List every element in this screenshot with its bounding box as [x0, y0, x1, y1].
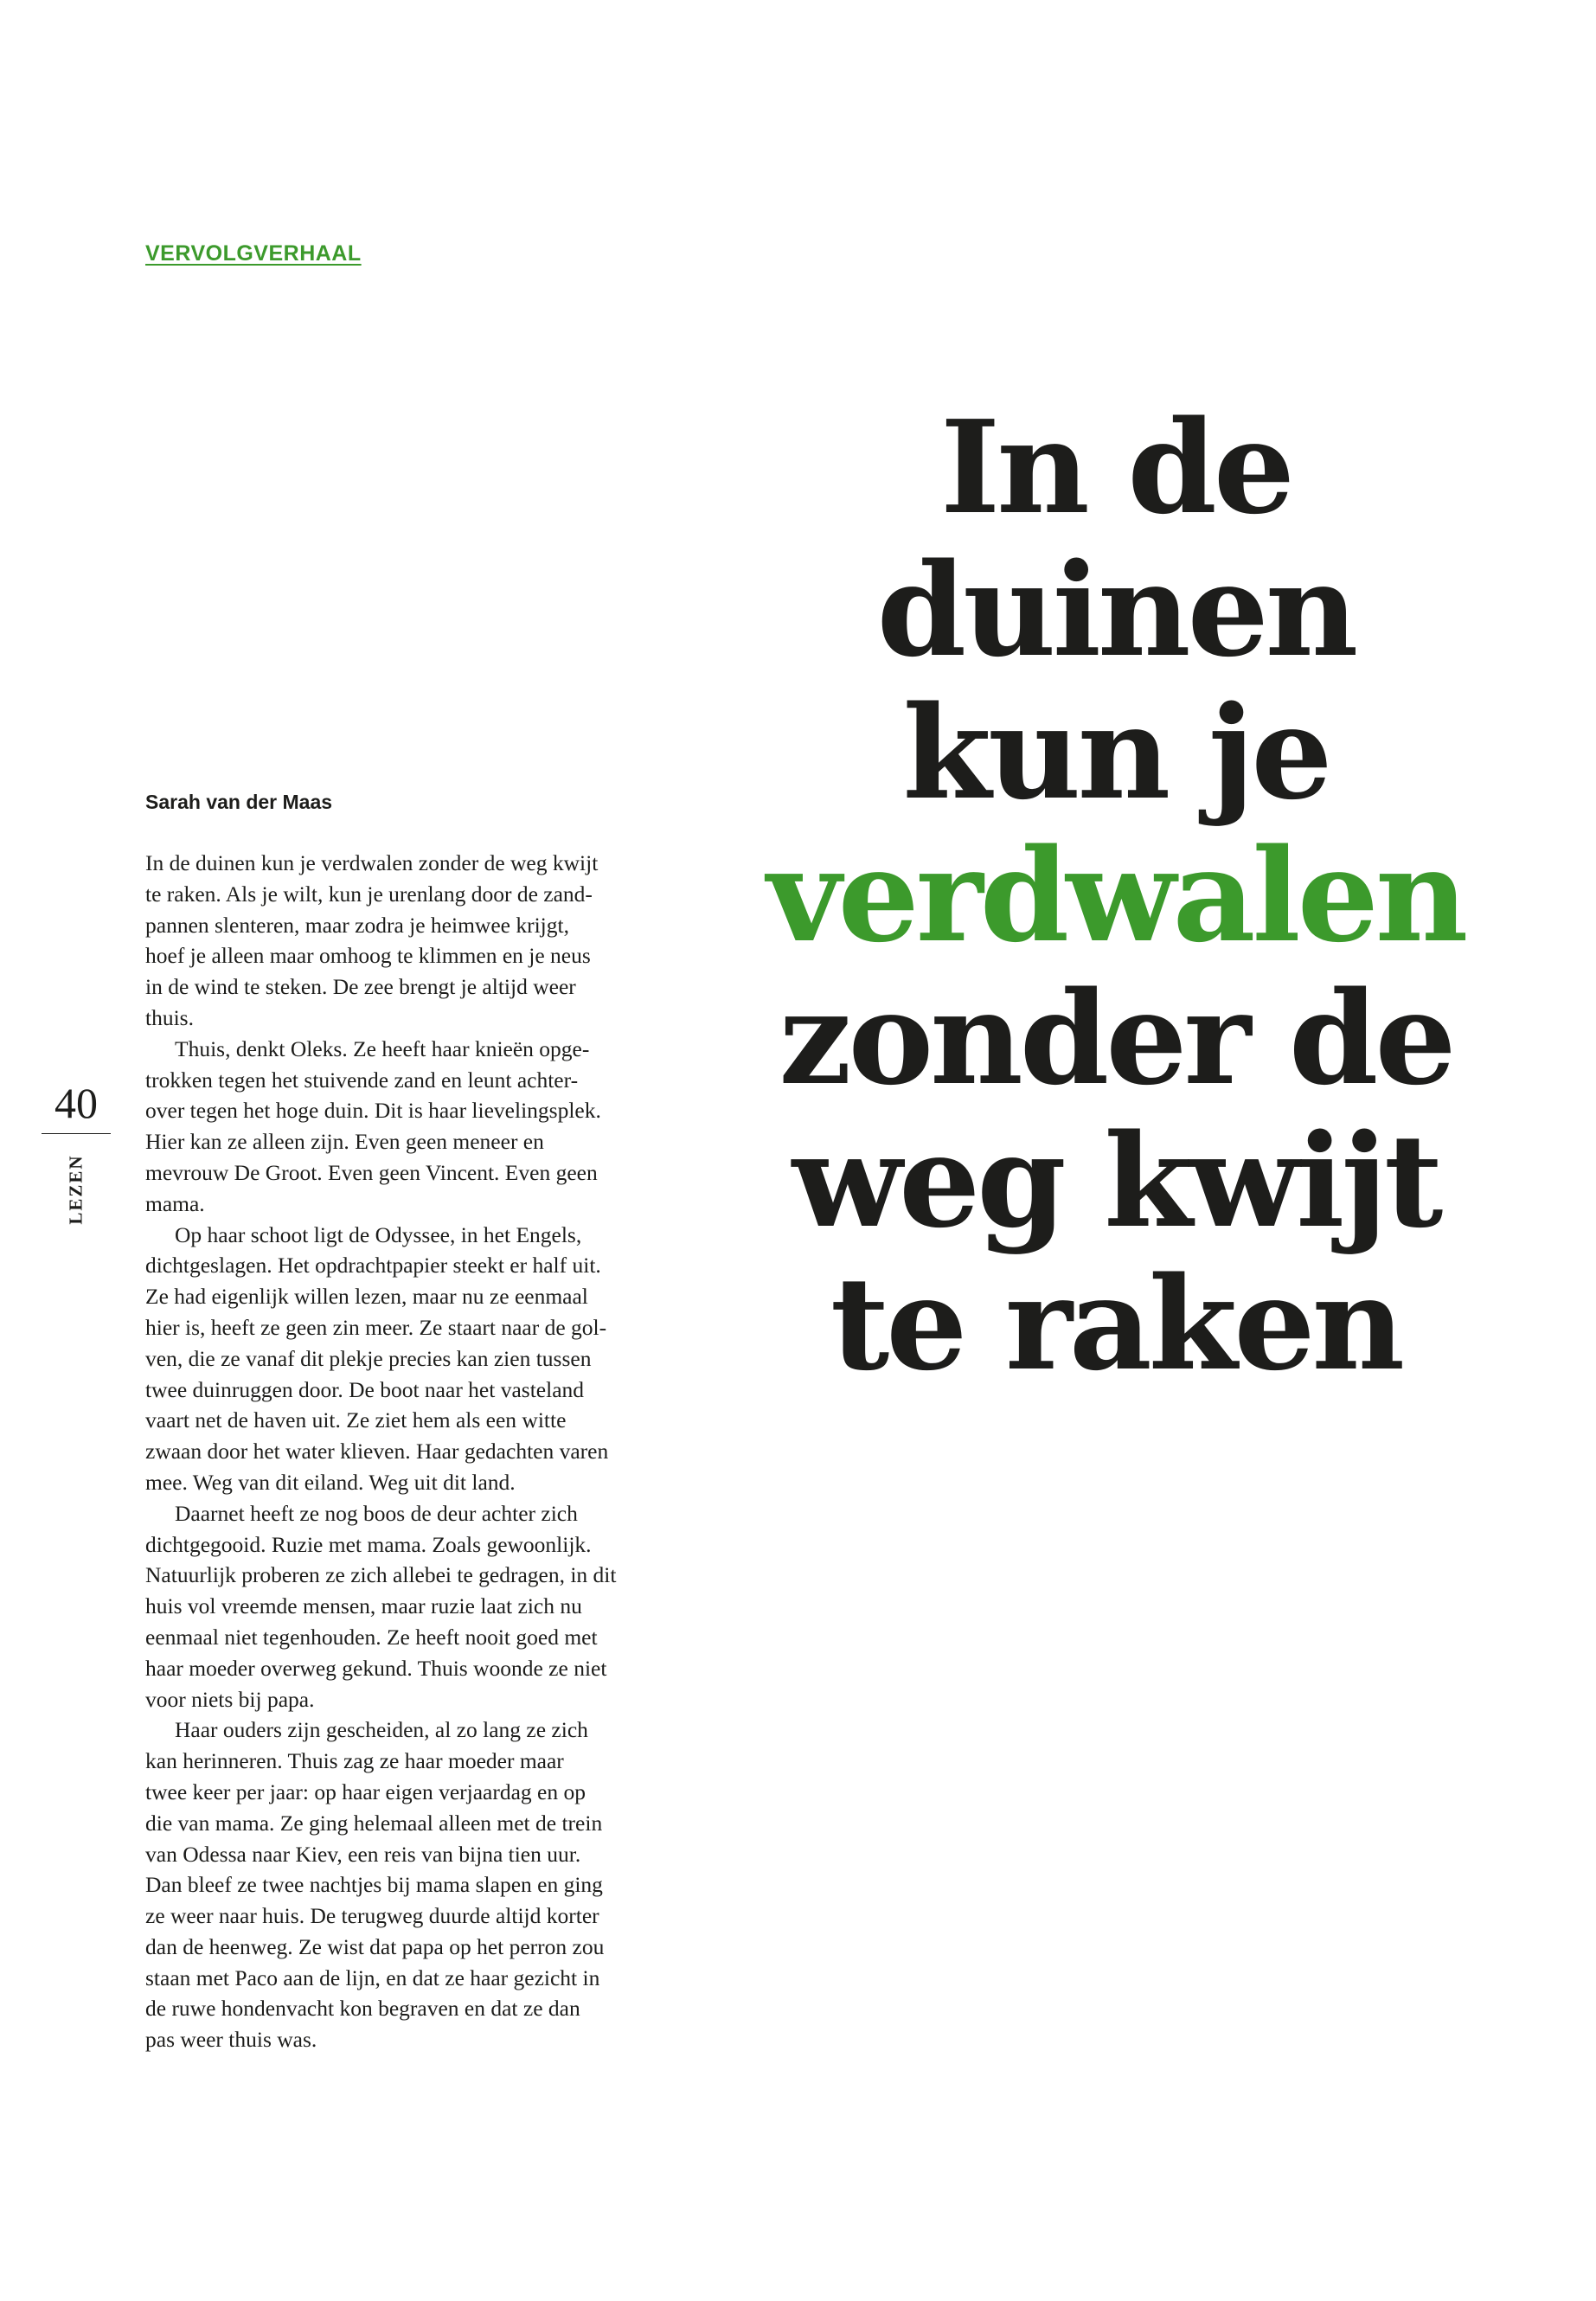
- text-line: kan herinneren. Thuis zag ze haar moeder maar: [145, 1748, 564, 1774]
- text-line: mee. Weg van dit eiland. Weg uit dit land.: [145, 1469, 516, 1495]
- sidebar-section-label: LEZEN: [65, 1154, 87, 1225]
- text-line: huis vol vreemde mensen, maar ruzie laat zich nu: [145, 1593, 582, 1619]
- article-body: [145, 848, 690, 2055]
- headline-line: weg kwijt: [792, 1106, 1440, 1256]
- article-paragraph: [145, 1034, 690, 1220]
- article-paragraph: [145, 1715, 690, 2055]
- headline-line: te raken: [830, 1248, 1402, 1399]
- page-number: 40: [54, 1079, 98, 1127]
- text-line: hier is, heeft ze geen zin meer. Ze staart naar de gol-: [145, 1314, 607, 1340]
- page-number-divider: [42, 1133, 111, 1134]
- text-line: Hier kan ze alleen zijn. Even geen meneer en: [145, 1129, 544, 1155]
- text-line: van Odessa naar Kiev, een reis van bijna tien uur.: [145, 1841, 581, 1867]
- text-line: eenmaal niet tegenhouden. Ze heeft nooit goed met: [145, 1624, 598, 1650]
- text-line: over tegen het hoge duin. Dit is haar lievelingsplek.: [145, 1098, 601, 1124]
- article-paragraph: [145, 1498, 690, 1715]
- text-line: In de duinen kun je verdwalen zonder de weg kwijt: [145, 850, 599, 875]
- text-line: haar moeder overweg gekund. Thuis woonde ze niet: [145, 1655, 607, 1681]
- text-line: thuis.: [145, 1004, 194, 1030]
- text-line: vaart net de haven uit. Ze ziet hem als een witte: [145, 1407, 567, 1433]
- text-line: trokken tegen het stuivende zand en leunt achter-: [145, 1067, 579, 1093]
- sidebar-section: [52, 1150, 100, 1228]
- text-line: voor niets bij papa.: [145, 1686, 315, 1712]
- text-line: pas weer thuis was.: [145, 2027, 317, 2053]
- text-line: staan met Paco aan de lijn, en dat ze haar gezicht in: [145, 1965, 600, 1990]
- text-line: pannen slenteren, maar zodra je heimwee krijgt,: [145, 912, 569, 938]
- text-line: dan de heenweg. Ze wist dat papa op het perron zou: [145, 1933, 605, 1959]
- text-line: ze weer naar huis. De terugweg duurde altijd korter: [145, 1903, 599, 1929]
- text-line: twee duinruggen door. De boot naar het vasteland: [145, 1376, 585, 1402]
- text-line: mama.: [145, 1190, 205, 1216]
- text-line: Natuurlijk proberen ze zich allebei te gedragen, in dit: [145, 1562, 617, 1588]
- text-line: dichtgegooid. Ruzie met mama. Zoals gewoonlijk.: [145, 1531, 592, 1557]
- text-line: dichtgeslagen. Het opdrachtpapier steekt er half uit.: [145, 1253, 601, 1279]
- headline-line-accent: verdwalen: [766, 820, 1465, 971]
- text-line: Ze had eigenlijk willen lezen, maar nu ze eenmaal: [145, 1284, 588, 1310]
- article-paragraph: [145, 1220, 690, 1498]
- text-line: ven, die ze vanaf dit plekje precies kan zien tussen: [145, 1345, 592, 1371]
- text-line: Thuis, denkt Oleks. Ze heeft haar knieën opge-: [175, 1035, 590, 1061]
- text-line: twee keer per jaar: op haar eigen verjaardag en op: [145, 1779, 586, 1804]
- text-line: Haar ouders zijn gescheiden, al zo lang ze zich: [175, 1717, 588, 1743]
- headline: [761, 392, 1471, 1399]
- text-line: in de wind te steken. De zee brengt je altijd weer: [145, 974, 576, 1000]
- text-line: Op haar schoot ligt de Odyssee, in het Engels,: [175, 1221, 582, 1247]
- article-paragraph: [145, 848, 690, 1034]
- headline-line: duinen: [876, 535, 1356, 685]
- author-byline: Sarah van der Maas: [145, 791, 333, 813]
- text-line: die van mama. Ze ging helemaal alleen met de trein: [145, 1810, 603, 1836]
- text-line: Daarnet heeft ze nog boos de deur achter zich: [175, 1500, 578, 1526]
- text-line: Dan bleef ze twee nachtjes bij mama slapen en ging: [145, 1872, 603, 1898]
- text-line: mevrouw De Groot. Even geen Vincent. Even geen: [145, 1159, 598, 1185]
- text-line: te raken. Als je wilt, kun je urenlang door de zand-: [145, 881, 593, 907]
- text-line: de ruwe hondenvacht kon begraven en dat ze dan: [145, 1996, 580, 2022]
- headline-line: kun je: [902, 677, 1330, 828]
- headline-line: In de: [939, 392, 1292, 542]
- text-line: hoef je alleen maar omhoog te klimmen en je neus: [145, 943, 591, 969]
- section-label: VERVOLGVERHAAL: [145, 241, 362, 266]
- headline-line: zonder de: [779, 963, 1453, 1113]
- text-line: zwaan door het water klieven. Haar gedachten varen: [145, 1439, 609, 1465]
